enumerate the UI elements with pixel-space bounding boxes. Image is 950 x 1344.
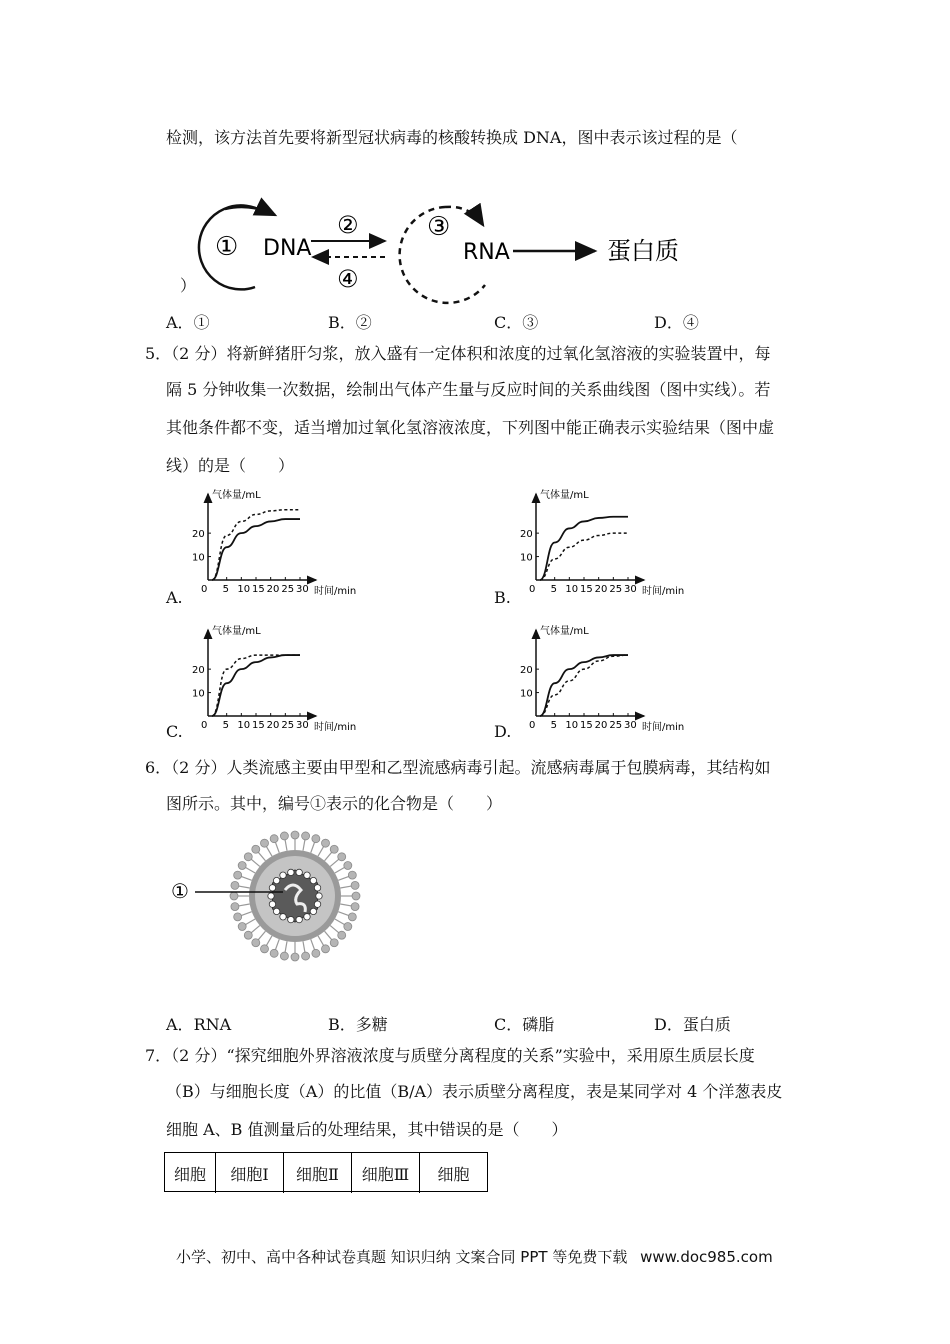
spike-stalk — [245, 919, 255, 925]
q4-text-line2: ） — [180, 276, 197, 295]
x-axis-label: 时间/min — [642, 722, 685, 733]
spike-head — [348, 871, 356, 879]
spike-stalk — [258, 931, 266, 940]
spike-head — [312, 949, 320, 957]
spike-stalk — [325, 852, 333, 861]
q5-option-a-label[interactable]: A. — [166, 588, 183, 607]
spike-head — [234, 913, 242, 921]
spike-stalk — [311, 841, 315, 852]
x-tick-label: 5 — [222, 720, 230, 731]
q6-line-2: 图所示。其中，编号①表示的化合物是（ ） — [166, 794, 503, 813]
q5-line-1: 5．（2 分）将新鲜猪肝匀浆，放入盛有一定体积和浓度的过氧化氢溶液的实验装置中，每 — [145, 344, 771, 363]
spike-stalk — [318, 936, 324, 946]
spike-stalk — [340, 886, 352, 888]
spike-stalk — [285, 941, 287, 953]
spike-stalk — [325, 931, 333, 940]
spike-head — [231, 903, 239, 911]
x-tick-label: 10 — [237, 720, 251, 731]
capsomere — [304, 914, 310, 920]
spike-stalk — [275, 841, 279, 852]
spike-head — [261, 839, 269, 847]
q6-option-c[interactable]: C．磷脂 — [494, 1015, 555, 1034]
rna-replication-arrow — [445, 207, 483, 225]
capsomere — [296, 916, 302, 922]
q5-chart-a — [190, 484, 357, 604]
capsomere — [273, 877, 279, 883]
solid-series-line — [540, 655, 628, 716]
q6-line-1: 6．（2 分）人类流感主要由甲型和乙型流感病毒引起。流感病毒属于包膜病毒，其结构如 — [145, 758, 771, 777]
x-tick-label: 5 — [550, 584, 558, 595]
q4-central-dogma-diagram — [195, 195, 695, 295]
q6-option-b[interactable]: B．多糖 — [328, 1015, 388, 1034]
dashed-series-line — [540, 655, 628, 716]
x-tick-label: 20 — [266, 720, 280, 731]
spike-stalk — [330, 926, 339, 934]
label-1: ① — [171, 879, 189, 903]
spike-stalk — [303, 941, 305, 953]
spike-head — [238, 862, 246, 870]
x-tick-label: 25 — [609, 584, 623, 595]
q5-option-d-label[interactable]: D. — [494, 722, 512, 741]
y-tick-label: 20 — [520, 529, 533, 541]
spike-head — [244, 931, 252, 939]
spike-stalk — [338, 912, 349, 916]
q6-option-d[interactable]: D．蛋白质 — [654, 1015, 731, 1034]
label-dna: DNA — [263, 236, 312, 261]
spike-head — [322, 839, 330, 847]
spike-head — [348, 913, 356, 921]
dashed-series-line — [212, 655, 300, 716]
solid-series-line — [540, 517, 628, 580]
y-tick-label: 20 — [520, 665, 533, 677]
table-cell: 细胞Ⅰ — [216, 1153, 284, 1193]
y-tick-label: 10 — [520, 688, 533, 700]
spike-head — [280, 952, 288, 960]
spike-stalk — [275, 939, 279, 950]
x-tick-label: 0 — [201, 720, 208, 731]
y-axis-label: 气体量/mL — [212, 626, 261, 637]
x-tick-label: 30 — [296, 720, 309, 731]
x-tick-label: 25 — [281, 720, 295, 731]
x-tick-label: 15 — [580, 720, 593, 731]
label-protein: 蛋白质 — [607, 237, 679, 265]
capsomere — [288, 916, 294, 922]
capsomere — [268, 893, 274, 899]
spike-stalk — [335, 919, 345, 925]
x-tick-label: 15 — [580, 584, 593, 595]
spike-head — [270, 949, 278, 957]
x-axis-label: 时间/min — [314, 722, 357, 733]
spike-head — [234, 871, 242, 879]
capsomere — [314, 901, 320, 907]
spike-head — [252, 845, 260, 853]
spike-stalk — [266, 936, 272, 946]
spike-head — [291, 953, 299, 961]
spike-stalk — [335, 867, 345, 873]
y-tick-label: 10 — [520, 552, 533, 564]
spike-stalk — [251, 926, 260, 934]
spike-head — [352, 892, 360, 900]
capsomere — [304, 872, 310, 878]
solid-series-line — [212, 655, 300, 716]
q5-chart-c — [190, 620, 357, 740]
replication-arrow — [225, 207, 275, 215]
spike-stalk — [311, 939, 315, 950]
spike-head — [244, 853, 252, 861]
footer-text: 小学、初中、高中各种试卷真题 知识归纳 文案合同 PPT 等免费下载 — [176, 1248, 628, 1266]
q4-option-b[interactable]: B．② — [328, 313, 372, 332]
spike-head — [238, 923, 246, 931]
y-axis-label: 气体量/mL — [540, 626, 589, 637]
spike-head — [302, 952, 310, 960]
spike-stalk — [266, 846, 272, 856]
capsomere — [288, 869, 294, 875]
label-3: ③ — [427, 212, 451, 242]
x-tick-label: 30 — [624, 584, 637, 595]
capsomere — [310, 877, 316, 883]
x-tick-label: 10 — [565, 584, 579, 595]
spike-stalk — [258, 852, 266, 861]
x-tick-label: 15 — [252, 720, 265, 731]
spike-head — [230, 892, 238, 900]
capsomere — [310, 908, 316, 914]
spike-head — [344, 923, 352, 931]
spike-head — [280, 832, 288, 840]
spike-stalk — [338, 876, 349, 880]
q7-line-3: 细胞 A、B 值测量后的处理结果，其中错误的是（ ） — [166, 1120, 568, 1139]
x-tick-label: 20 — [266, 584, 280, 595]
page-footer — [176, 1246, 773, 1267]
q7-line-1: 7．（2 分）“探究细胞外界溶液浓度与质壁分离程度的关系”实验中，采用原生质层长度 — [145, 1046, 755, 1065]
spike-stalk — [285, 839, 287, 851]
spike-stalk — [330, 859, 339, 867]
label-4: ④ — [337, 265, 359, 293]
q5-option-b-label[interactable]: B. — [494, 588, 511, 607]
x-tick-label: 25 — [281, 584, 295, 595]
x-tick-label: 10 — [237, 584, 251, 595]
q7-table-header-row — [164, 1152, 488, 1192]
y-tick-label: 20 — [192, 529, 205, 541]
spike-head — [330, 845, 338, 853]
spike-stalk — [303, 839, 305, 851]
spike-stalk — [245, 867, 255, 873]
spike-head — [261, 945, 269, 953]
table-cell: 细胞 — [437, 1164, 470, 1184]
x-tick-label: 0 — [529, 720, 536, 731]
spike-head — [338, 931, 346, 939]
x-tick-label: 25 — [609, 720, 623, 731]
q5-line-4: 线）的是（ ） — [166, 456, 295, 475]
table-cell: 细胞Ⅲ — [352, 1153, 420, 1193]
q5-line-2: 隔 5 分钟收集一次数据，绘制出气体产生量与反应时间的关系曲线图（图中实线）。若 — [166, 380, 771, 399]
capsomere — [269, 901, 275, 907]
spike-head — [351, 881, 359, 889]
q7-line-2: （B）与细胞长度（A）的比值（B/A）表示质壁分离程度，表是某同学对 4 个洋葱表皮 — [166, 1082, 783, 1101]
y-axis-label: 气体量/mL — [212, 490, 261, 501]
spike-head — [344, 862, 352, 870]
spike-head — [252, 939, 260, 947]
x-tick-label: 5 — [550, 720, 558, 731]
spike-stalk — [251, 859, 260, 867]
x-axis-label: 时间/min — [642, 586, 685, 597]
footer-url[interactable]: www.doc985.com — [640, 1248, 773, 1266]
spike-stalk — [238, 904, 250, 906]
x-tick-label: 5 — [222, 584, 230, 595]
spike-head — [330, 939, 338, 947]
virus-structure — [230, 831, 360, 961]
spike-head — [322, 945, 330, 953]
q5-option-c-label[interactable]: C. — [166, 722, 183, 741]
x-axis-label: 时间/min — [314, 586, 357, 597]
y-tick-label: 10 — [192, 552, 205, 564]
x-tick-label: 30 — [296, 584, 309, 595]
y-axis-label: 气体量/mL — [540, 490, 589, 501]
dashed-series-line — [212, 510, 300, 580]
table-cell: 细胞Ⅱ — [284, 1153, 352, 1193]
spike-stalk — [238, 886, 250, 888]
spike-head — [302, 832, 310, 840]
solid-series-line — [212, 519, 300, 580]
q5-chart-b — [518, 484, 685, 604]
label-rna: RNA — [463, 240, 510, 265]
spike-stalk — [340, 904, 352, 906]
capsomere — [280, 914, 286, 920]
q4-text-line1: 检测，该方法首先要将新型冠状病毒的核酸转换成 DNA，图中表示该过程的是（ — [166, 128, 738, 147]
x-tick-label: 10 — [565, 720, 579, 731]
capsomere — [273, 908, 279, 914]
capsomere — [280, 872, 286, 878]
x-tick-label: 30 — [624, 720, 637, 731]
spike-stalk — [240, 876, 251, 880]
spike-head — [351, 903, 359, 911]
dashed-series-line — [540, 533, 628, 580]
x-tick-label: 0 — [201, 584, 208, 595]
label-2: ② — [337, 211, 359, 239]
spike-head — [291, 831, 299, 839]
spike-head — [338, 853, 346, 861]
q5-line-3: 其他条件都不变，适当增加过氧化氢溶液浓度，下列图中能正确表示实验结果（图中虚 — [166, 418, 775, 437]
x-tick-label: 20 — [594, 584, 608, 595]
q4-option-a[interactable]: A．① — [166, 313, 210, 332]
spike-head — [231, 881, 239, 889]
x-tick-label: 0 — [529, 584, 536, 595]
q4-option-d[interactable]: D．④ — [654, 313, 699, 332]
q6-option-a[interactable]: A．RNA — [166, 1015, 232, 1034]
x-tick-label: 20 — [594, 720, 608, 731]
table-cell: 细胞 — [165, 1153, 216, 1193]
spike-head — [270, 835, 278, 843]
spike-stalk — [240, 912, 251, 916]
y-tick-label: 20 — [192, 665, 205, 677]
capsomere — [269, 885, 275, 891]
q4-option-c[interactable]: C．③ — [494, 313, 539, 332]
q5-chart-d — [518, 620, 685, 740]
capsomere — [296, 869, 302, 875]
capsomere — [314, 885, 320, 891]
q6-virus-diagram — [165, 826, 395, 976]
spike-head — [312, 835, 320, 843]
spike-stalk — [318, 846, 324, 856]
label-1: ① — [215, 232, 239, 262]
capsomere — [316, 893, 322, 899]
y-tick-label: 10 — [192, 688, 205, 700]
x-tick-label: 15 — [252, 584, 265, 595]
